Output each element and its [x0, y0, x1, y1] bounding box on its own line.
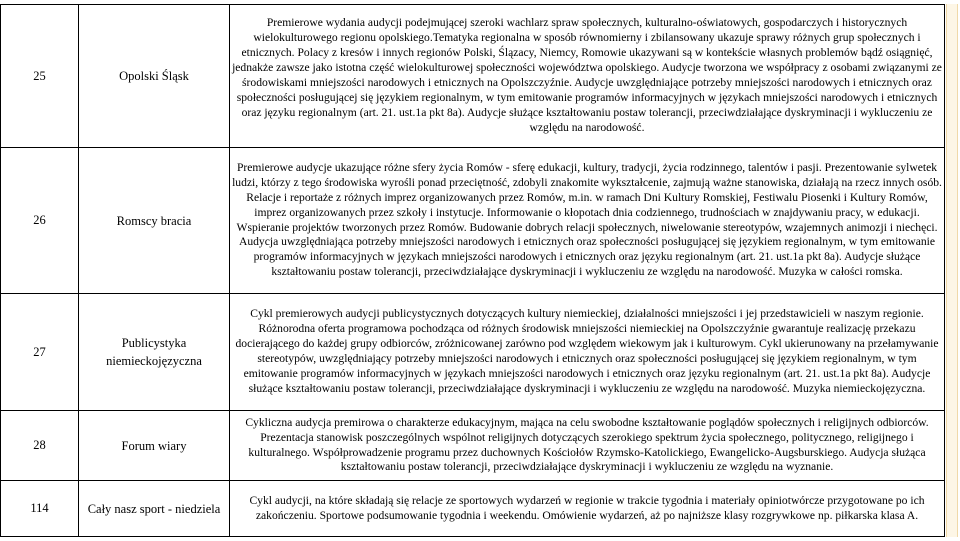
row-number: 114	[1, 481, 79, 537]
program-description: Cykliczna audycja premirowa o charakterze edukacyjnym, mająca na celu swobodne kształtowanie poglądów społecznych i religijnych odbiorców. Prezentacja stanowisk poszczególnych wspólnot religijnych dotyczących szerokiego spektrum życia społecznego, politycznego, religijnego i kulturalnego. Współprowadzenie programu przez duchownych Kościołów Rzymsko-Katolickiego, Ewangelicko-Augsburskiego. Audycja służąca kształtowaniu postaw tolerancji, przeciwdziałające dyskryminacji i wykluczeniu ze względu na wyznanie.	[230, 411, 945, 481]
program-name: Cały nasz sport - niedziela	[79, 481, 230, 537]
table-row	[1, 148, 945, 294]
program-table	[0, 4, 945, 537]
row-number: 28	[1, 411, 79, 481]
program-name: Romscy bracia	[79, 148, 230, 294]
program-name: Opolski Śląsk	[79, 5, 230, 148]
program-description: Cykl premierowych audycji publicystycznych dotyczących kultury niemieckiej, działalności mniejszości i jej przedstawicieli w naszym regionie. Różnorodna oferta programowa pochodząca od różnych środowisk mniejszości niemieckiej na Opolszczyźnie gwarantuje realizację przekazu docierającego do każdej grupy odbiorców, zróżnicowanej zarówno pod względem wiekowym jak i kulturowym. Cykl ukierunowany na przełamywanie stereotypów, uwzględniający potrzeby mniejszości narodowych i etnicznych oraz społeczności posługującej się językiem regionalnym, w tym emitowanie programów informacyjnych w językach mniejszości narodowych i etnicznych oraz języku regionalnym (art. 21. ust.1a pkt 8a). Audycje służące kształtowaniu postaw tolerancji, przeciwdziałające dyskryminacji i wykluczeniu ze względu na narodowość. Muzyka niemieckojęzyczna.	[230, 294, 945, 411]
program-description: Premierowe wydania audycji podejmującej szeroki wachlarz spraw społecznych, kulturalno-oświatowych, gospodarczych i historycznych wielokulturowego regionu opolskiego.Tematyka regionalna w sposób równomierny i zbilansowany ukazuje sprawy różnych grup społecznych i etnicznych. Polacy z kresów i innych regionów Polski, Ślązacy, Niemcy, Romowie ukazywani są w kontekście własnych problemów bądź osiągnięć, jednakże zawsze jako istotna część wielokulturowej społeczności województwa opolskiego. Audycje tworzona we współpracy z osobami związanymi ze środowiskami mniejszości narodowych i etnicznych na Opolszczyźnie. Audycje uwzględniające potrzeby mniejszości narodowych i etnicznych oraz społeczności posługującej się językiem regionalnym, w tym emitowanie programów informacyjnych w językach mniejszości narodowych i etnicznych oraz języku regionalnym (art. 21. ust.1a pkt 8a). Audycje służące kształtowaniu postaw tolerancji, przeciwdziałające dyskryminacji i wykluczeniu ze względu na narodowość.	[230, 5, 945, 148]
program-name: Forum wiary	[79, 411, 230, 481]
row-number: 27	[1, 294, 79, 411]
row-number: 25	[1, 5, 79, 148]
table-row	[1, 294, 945, 411]
table-row	[1, 5, 945, 148]
right-margin-strip	[946, 4, 958, 537]
program-description: Cykl audycji, na które składają się relacje ze sportowych wydarzeń w regionie w trakcie tygodnia i materiały opiniotwórcze przygotowane po ich zakończeniu. Sportowe podsumowanie tygodnia i weekendu. Omówienie wydarzeń, aż po najniższe klasy rozgrywkowe np. piłkarska klasa A.	[230, 481, 945, 537]
program-name: Publicystyka niemieckojęzyczna	[79, 294, 230, 411]
row-number: 26	[1, 148, 79, 294]
table-row	[1, 411, 945, 481]
program-description: Premierowe audycje ukazujące różne sfery życia Romów - sferę edukacji, kultury, tradycji, życia rodzinnego, talentów i pasji. Prezentowanie sylwetek ludzi, którzy z tego środowiska wyrośli ponad przeciętność, zdobyli znakomite wykształcenie, zajmują ważne stanowiska, działają na rzecz innych osób. Relacje i reportaże z różnych imprez organizowanych przez Romów, m.in. w ramach Dni Kultury Romskiej, Festiwalu Piosenki i Kultury Romów, imprez organizowanych przez szkoły i instytucje. Informowanie o kłopotach dnia codziennego, trudnościach w znajdywaniu pracy, w edukacji. Wspieranie projektów tworzonych przez Romów. Budowanie dobrych relacji społecznych, niwelowanie stereotypów, wzajemnych animozji i niechęci. Audycja uwzględniająca potrzeby mniejszości narodowych i etnicznych oraz społeczności posługującej się językiem regionalnym, w tym emitowanie programów informacyjnych w językach mniejszości narodowych i etnicznych oraz języku regionalnym (art. 21. ust.1a pkt 8a). Audycje służące kształtowaniu postaw tolerancji, przeciwdziałające dyskryminacji i wykluczeniu ze względu na narodowość. Muzyka w całości romska.	[230, 148, 945, 294]
table-row	[1, 481, 945, 537]
